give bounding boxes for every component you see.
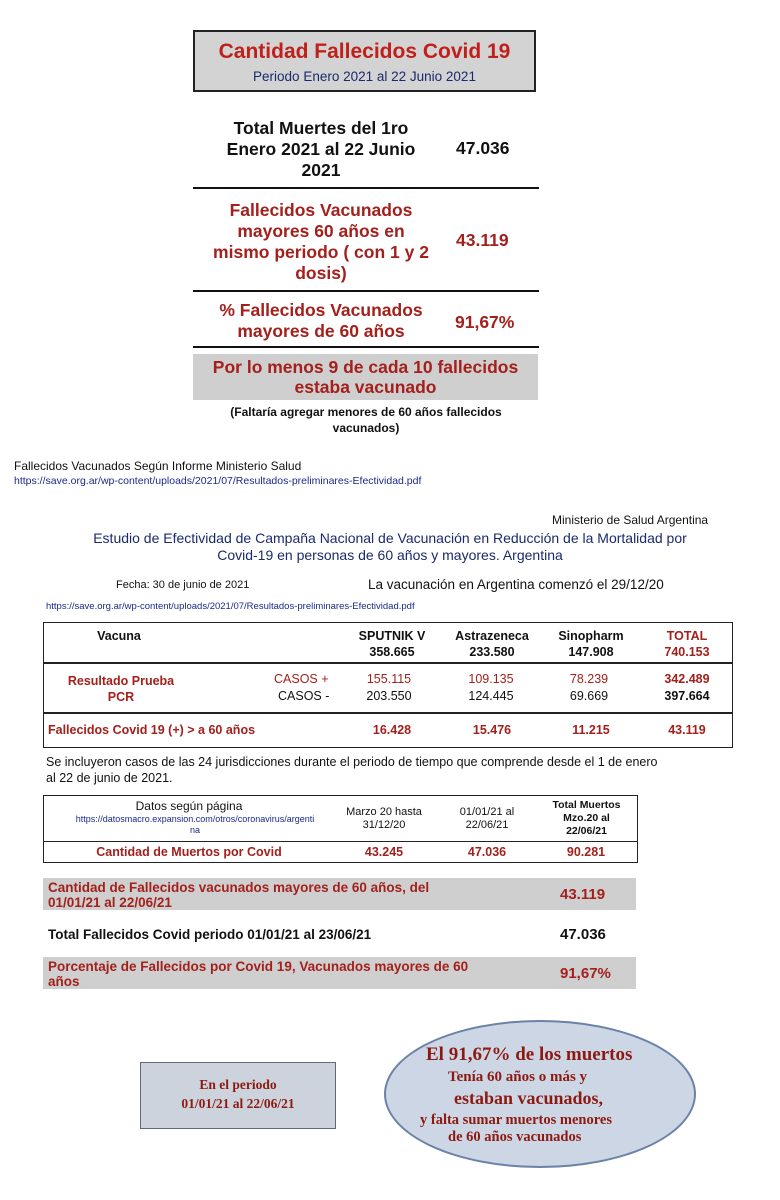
percent-value: 91,67%	[455, 312, 515, 332]
vaccinated-deaths-label: Fallecidos Vacunados mayores 60 años en mismo periodo ( con 1 y 2 dosis)	[213, 200, 429, 283]
percent-value: 91,67%	[560, 965, 611, 982]
table-cell: 109.135	[468, 672, 514, 686]
table-cell: 740.153	[664, 645, 710, 659]
column-header: Marzo 20 hasta 31/12/20	[346, 806, 422, 831]
highlight-banner: Por lo menos 9 de cada 10 fallecidos estaba vacunado	[193, 354, 538, 400]
table-cell: 233.580	[469, 645, 515, 659]
callout-ellipse: El 91,67% de los muertos Tenía 60 años o más y estaban vacunados, y falta sumar muertos menores de 60 años vacunados	[384, 1020, 696, 1168]
table-header: Vacuna	[97, 629, 141, 643]
vaccination-start: La vacunación en Argentina comenzó el 29/12/20	[368, 577, 664, 592]
period-box: En el periodo 01/01/21 al 22/06/21	[140, 1062, 336, 1129]
total-deaths-value: 47.036	[456, 138, 510, 158]
percent-label: Porcentaje de Fallecidos por Covid 19, Vacunados mayores de 60 años	[48, 959, 469, 989]
table-cell: 78.239	[569, 672, 609, 686]
row-divider	[44, 841, 637, 842]
vaccine-table	[43, 622, 733, 748]
positive-label: CASOS +	[274, 672, 329, 686]
table-cell: 342.489	[664, 672, 710, 686]
table-cell: 155.115	[366, 672, 412, 686]
vaccinated-deaths-label: Cantidad de Fallecidos vacunados mayores de 60 años, del 01/01/21 al 22/06/21	[48, 880, 430, 910]
total-deaths-value: 47.036	[560, 926, 606, 943]
vaccinated-deaths-value: 43.119	[560, 886, 606, 903]
source-label: Datos según página	[135, 799, 243, 813]
table-cell: 16.428	[372, 723, 412, 737]
deaths-label: Fallecidos Covid 19 (+) > a 60 años	[48, 723, 256, 737]
table-cell: 43.245	[364, 845, 404, 859]
divider	[193, 290, 539, 292]
table-cell: 47.036	[467, 845, 507, 859]
jurisdictions-note: Se incluyeron casos de las 24 jurisdicciones durante el periodo de tiempo que comprende desde el 1 de enero al 22 de junio de 2021.	[46, 755, 658, 785]
column-header: Total Muertos Mzo.20 al 22/06/21	[552, 799, 621, 837]
ministry-label: Ministerio de Salud Argentina	[552, 513, 709, 527]
study-date: Fecha: 30 de junio de 2021	[116, 579, 250, 591]
vaccinated-deaths-value: 43.119	[456, 230, 509, 250]
table-header: Sinopharm	[558, 629, 624, 643]
row-label: Cantidad de Muertos por Covid	[96, 845, 282, 859]
total-deaths-label: Total Muertes del 1ro Enero 2021 al 22 Junio 2021	[226, 118, 416, 180]
source-link[interactable]: https://datosmacro.expansion.com/otros/coronavirus/argenti na	[75, 814, 315, 835]
table-cell: 358.665	[369, 645, 415, 659]
study-link[interactable]: https://save.org.ar/wp-content/uploads/2021/07/Resultados-preliminares-Efectividad.pdf	[46, 601, 415, 612]
note: (Faltaría agregar menores de 60 años fallecidos vacunados)	[230, 405, 502, 435]
table-cell: 11.215	[572, 723, 610, 737]
table-cell: 147.908	[568, 645, 614, 659]
table-cell: 124.445	[468, 689, 514, 703]
negative-label: CASOS -	[278, 689, 330, 703]
table-header: Astrazeneca	[455, 629, 529, 643]
table-cell: 69.669	[569, 689, 609, 703]
row-divider	[44, 662, 732, 664]
column-header: 01/01/21 al 22/06/21	[459, 806, 515, 831]
page-subtitle: Periodo Enero 2021 al 22 Junio 2021	[253, 69, 476, 84]
total-deaths-label: Total Fallecidos Covid periodo 01/01/21 al 23/06/21	[48, 927, 372, 942]
table-cell: 43.119	[668, 723, 706, 737]
callout-headline: El 91,67% de los muertos	[426, 1044, 633, 1065]
percent-label: % Fallecidos Vacunados mayores de 60 años	[219, 300, 423, 341]
row-divider	[44, 712, 732, 714]
title-box	[193, 30, 536, 92]
study-title: Estudio de Efectividad de Campaña Nacional de Vacunación en Reducción de la Mortalidad por Covid-19 en personas de 60 años y mayores. Argentina	[93, 530, 687, 563]
divider	[193, 187, 539, 189]
table-cell: 203.550	[366, 689, 412, 703]
table-header: TOTAL	[666, 629, 708, 643]
datosmacro-table	[43, 795, 638, 863]
table-cell: 397.664	[664, 689, 710, 703]
divider	[193, 346, 539, 348]
source-link[interactable]: https://save.org.ar/wp-content/uploads/2021/07/Resultados-preliminares-Efectividad.pdf	[14, 475, 422, 487]
table-cell: 15.476	[472, 723, 512, 737]
source-label: Fallecidos Vacunados Según Informe Ministerio Salud	[14, 459, 302, 473]
table-header: SPUTNIK V	[358, 629, 426, 643]
page-title: Cantidad Fallecidos Covid 19	[218, 40, 511, 63]
table-cell: 90.281	[566, 845, 606, 859]
pcr-label: Resultado Prueba PCR	[67, 674, 175, 704]
